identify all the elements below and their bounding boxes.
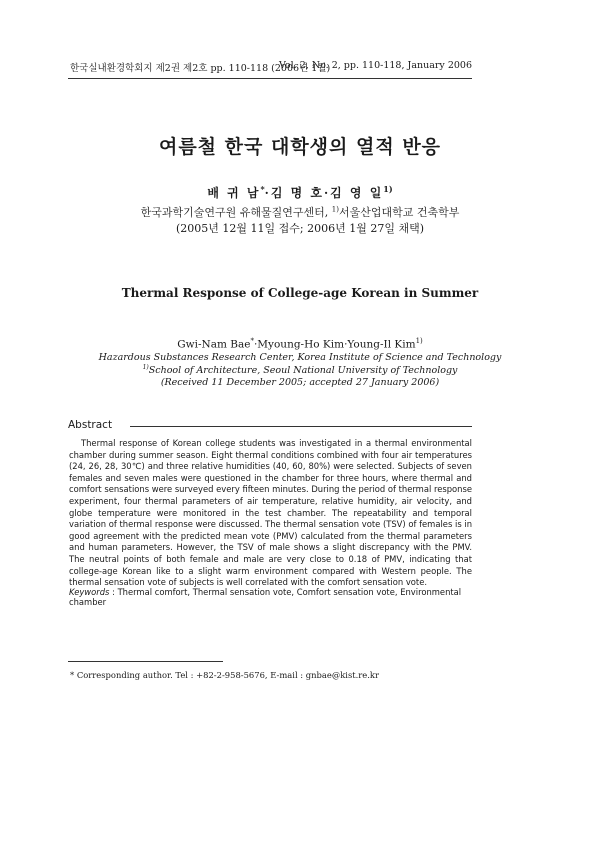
- english-authors: [0, 337, 600, 351]
- keywords-line: [69, 587, 472, 607]
- english-dates: (Received 11 December 2005; accepted 27 January 2006): [160, 377, 440, 388]
- header-rule: [68, 78, 472, 79]
- korean-title: 여름철 한국 대학생의 열적 반응: [158, 136, 442, 158]
- korean-author-others: ·김 명 호·김 영 일: [264, 186, 384, 200]
- abstract-rule: [130, 426, 472, 427]
- korean-affiliation: [0, 204, 600, 220]
- corresponding-mark: *: [250, 337, 254, 345]
- english-affiliation-2-line: [0, 364, 600, 376]
- corresponding-author-footnote: * Corresponding author. Tel : +82-2-958-5676, E-mail : gnbae@kist.re.kr: [70, 670, 379, 680]
- english-author-first: Gwi-Nam Bae: [177, 338, 251, 351]
- english-author-others: ·Myoung-Ho Kim·Young-Il Kim: [253, 338, 416, 351]
- korean-dates: (2005년 12월 11일 접수; 2006년 1월 27일 채택): [175, 222, 424, 235]
- abstract-heading: Abstract: [68, 419, 113, 431]
- running-head-journal: 한국실내환경학회지 제2권 제2호 pp. 110-118 (2006년 1월): [70, 63, 331, 74]
- keywords-list: Thermal comfort, Thermal sensation vote, Comfort sensation vote, Environmental chamber: [69, 587, 462, 607]
- affiliation-mark: 1): [142, 364, 149, 371]
- affiliation-mark: 1): [415, 337, 423, 345]
- affiliation-mark: 1): [331, 205, 339, 214]
- korean-affiliation-1: 한국과학기술연구원 유해물질연구센터,: [140, 206, 332, 219]
- korean-authors: [0, 184, 600, 201]
- english-title: Thermal Response of College-age Korean in Summer: [121, 286, 479, 300]
- abstract-body: Thermal response of Korean college students was investigated in a thermal environmental chamber during summer season. Eight thermal conditions combined with four air temperatures (24, 26, 28, 30℃) and three relative humidities (40, 60, 80%) were selected. Subjects of seven females and seven males were questioned in the chamber for three hours, where thermal and comfort sensations were surveyed every fifteen minutes. During the period of thermal response experiment, four thermal parameters of air temperature, relative humidity, air velocity, and globe temperature were monitored in the test chamber. The repeatability and temporal variation of thermal response were discussed. The thermal sensation vote (TSV) of females is in good agreement with the predicted mean vote (PMV) calculated from the thermal parameters and human parameters. However, the TSV of male shows a slight discrepancy with the PMV. The neutral points of both female and male are very close to 0.18 of PMV, indicating that college-age Korean like to a slight warm environment compared with Western people. The thermal sensation vote of subjects is well correlated with the comfort sensation vote.: [69, 438, 472, 588]
- affiliation-mark: 1): [383, 184, 393, 194]
- corresponding-mark: *: [260, 184, 265, 194]
- running-head-volume: Vol. 2, No. 2, pp. 110-118, January 2006: [278, 60, 472, 71]
- korean-affiliation-2: 서울산업대학교 건축학부: [338, 206, 460, 219]
- keywords-label: Keywords: [69, 587, 110, 597]
- english-affiliation-2: School of Architecture, Seoul National University of Technology: [148, 365, 458, 377]
- keywords-separator: :: [109, 587, 118, 597]
- footnote-rule: [68, 661, 223, 662]
- english-affiliation-1: Hazardous Substances Research Center, Korea Institute of Science and Technology: [98, 352, 502, 363]
- korean-author-first: 배 귀 남: [207, 186, 261, 200]
